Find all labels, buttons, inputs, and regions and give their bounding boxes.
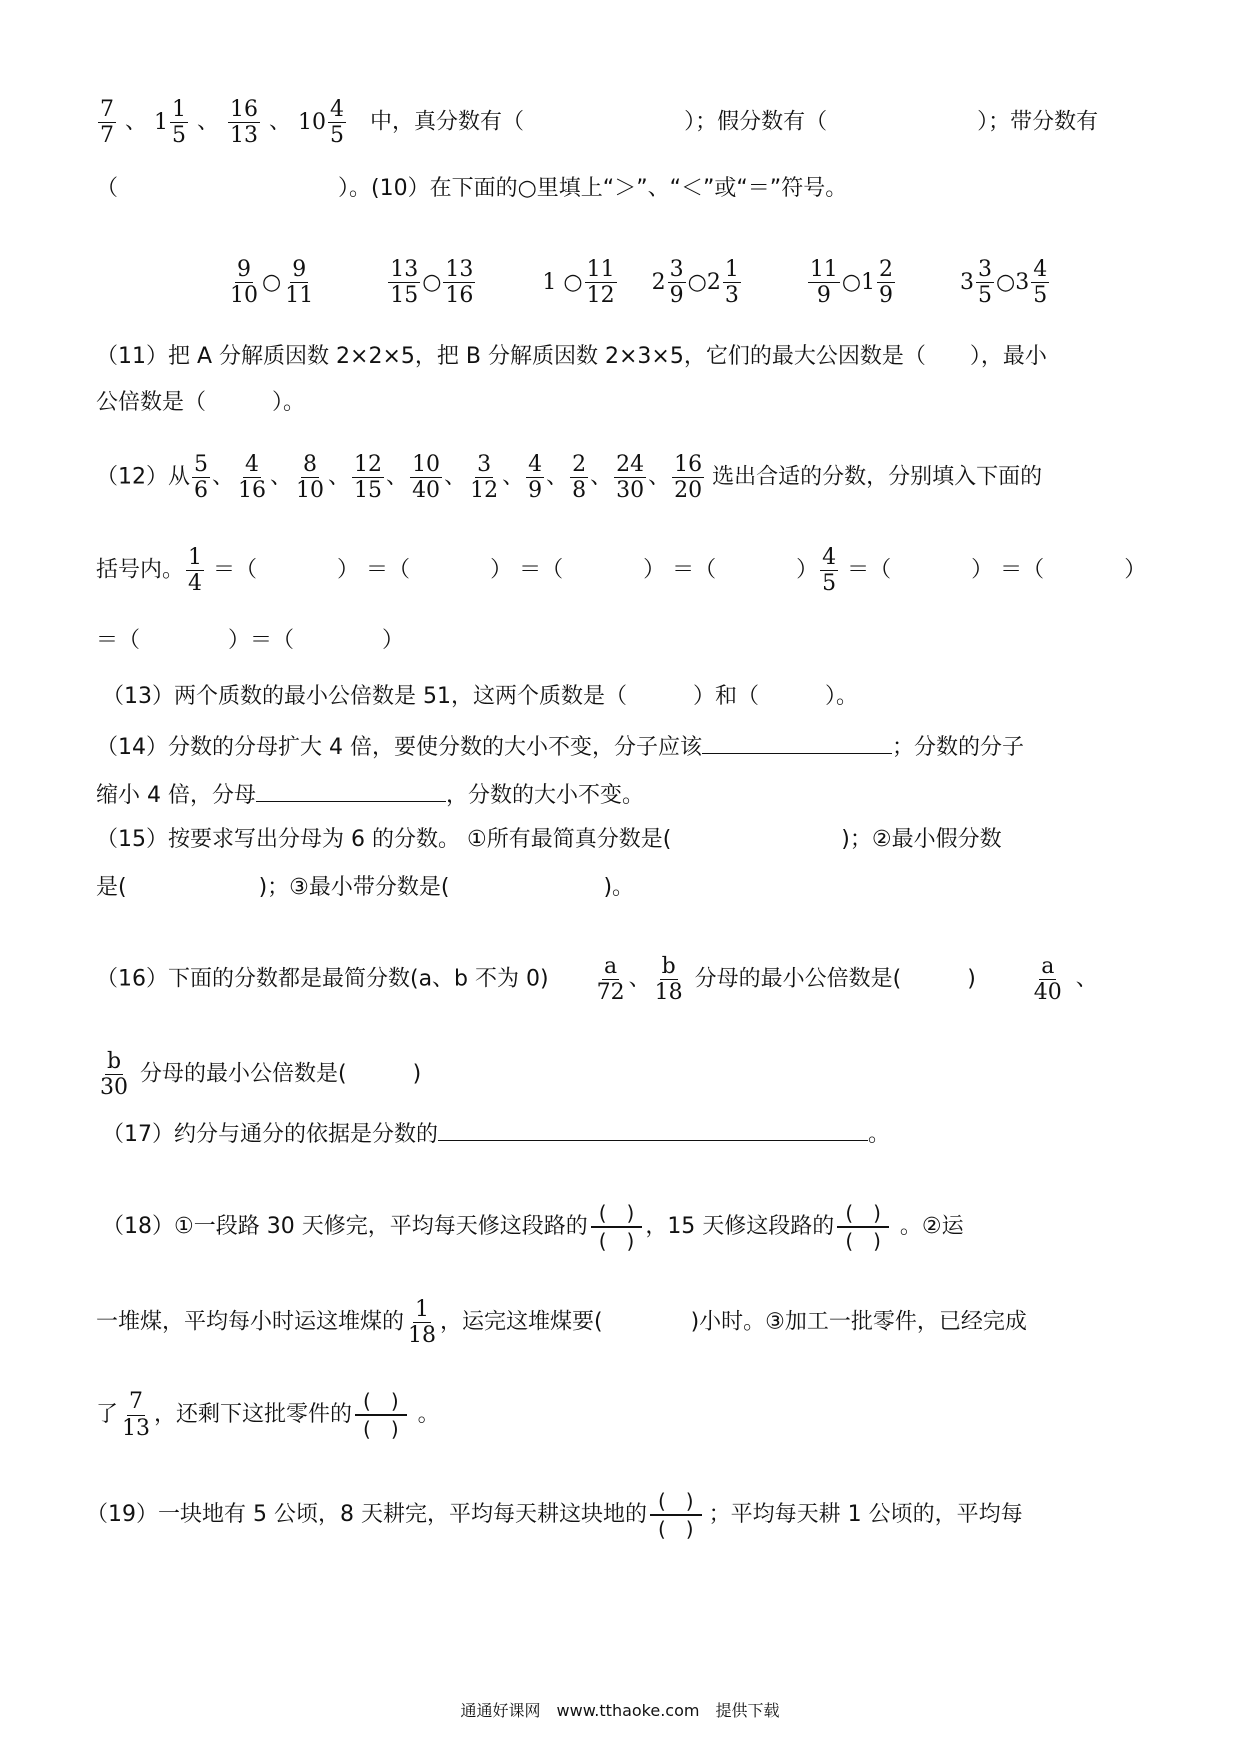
q15-line1: （15）按要求写出分母为 6 的分数。 ①所有最简真分数是( )；②最小假分数 — [96, 827, 1002, 852]
fraction-answer[interactable]: ( ) ( ) — [355, 1390, 407, 1440]
comparison-item: $\frac{13}{15}$ ○ $\frac{13}{16}$ — [390, 257, 474, 309]
q9-text-mixed: ）；带分数有 — [977, 109, 1099, 135]
compare-circle[interactable]: ○ — [262, 269, 282, 295]
q9-text-proper: 中，真分数有（ — [370, 109, 525, 135]
fraction: $\frac{7}{7}$ — [100, 97, 114, 149]
fraction-answer[interactable]: ( ) ( ) — [837, 1202, 889, 1252]
compare-circle[interactable]: ○ — [422, 269, 442, 295]
q9-line1 — [96, 98, 1098, 147]
q9-close: ）。 — [338, 176, 372, 201]
q18-line2: 一堆煤，平均每小时运这堆煤的 $\frac{1}{18}$ ，运完这堆煤要( )小时。③加工一批零件，已经完成 — [96, 1297, 1027, 1349]
comparison-item: $\frac{9}{10}$ ○ $\frac{9}{11}$ — [230, 257, 314, 309]
q12-prefix: （12）从 — [96, 464, 190, 490]
q10-instruction: (10）在下面的○里填上“＞”、“＜”或“＝”符号。 — [371, 176, 848, 201]
separator: 、 — [125, 109, 148, 135]
fraction-answer[interactable]: ( ) ( ) — [650, 1490, 702, 1540]
compare-circle[interactable]: ○ — [687, 269, 707, 295]
q9-text-improper: ）；假分数有（ — [684, 109, 828, 135]
q14-line1: （14）分数的分母扩大 4 倍，要使分数的大小不变，分子应该 ；分数的分子 — [96, 735, 1024, 760]
comparison-item: $\frac{11}{9}$ ○ 1 2 9 — [809, 257, 894, 309]
fraction-answer[interactable]: ( ) ( ) — [591, 1202, 643, 1252]
q14-blank-2[interactable] — [256, 781, 446, 802]
q11-line2: 公倍数是（ ）。 — [96, 390, 306, 415]
q10-comparisons — [226, 258, 1051, 307]
q9-open-paren: （ — [96, 176, 119, 201]
q14-blank-1[interactable] — [702, 733, 892, 754]
q16-line1: （16）下面的分数都是最简分数(a、b 不为 0) $\frac{a}{72}$ 、 $\frac{b}{18}$ 分母的最小公倍数是( ) $\frac{a}{40}$ 、 — [96, 954, 1098, 1006]
compare-circle[interactable]: ○ — [841, 269, 862, 295]
separator: 、 — [197, 109, 220, 135]
q16-line2: $\frac{b}{30}$ 分母的最小公倍数是( ) — [100, 1049, 422, 1101]
fraction: $\frac{16}{13}$ — [230, 97, 259, 149]
q18-line3: 了 $\frac{7}{13}$ ，还剩下这批零件的 ( ) ( ) 。 — [96, 1389, 440, 1441]
q14-line2: 缩小 4 倍，分母 ，分数的大小不变。 — [96, 783, 644, 808]
q12-line3: ＝（ ）＝（ ） — [96, 628, 405, 653]
q12-line2: 括号内。 $\frac{1}{4}$ ＝（ ） ＝（ ） ＝（ ） ＝（ ） $\frac{4}{5}$ ＝（ ） ＝（ ） — [96, 545, 1147, 597]
footer: 通通好课网 www.tthaoke.com 提供下载 — [460, 1701, 780, 1720]
comparison-item: 1 ○ $\frac{11}{12}$ — [542, 257, 615, 309]
q18-line1: （18）①一段路 30 天修完，平均每天修这段路的 ( ) ( ) ，15 天修这段路的 ( ) ( ) 。②运 — [102, 1201, 964, 1253]
q19: （19）一块地有 5 公顷，8 天耕完，平均每天耕这块地的 ( ) ( ) ；平均每天耕 1 公顷的，平均每 — [86, 1489, 1023, 1541]
q12-line1: （12）从 $\frac{5}{6}$ 、 $\frac{4}{16}$ 、 $\frac{8}{10}$ 、 $\frac{12}{15}$ 、 $\frac{10}{40}$ 、 $\frac{3}{12}$ 、 $\frac{4}{9}$ 、 $\frac{2}{8}$ 、 $\frac{24}{30}$ 、 $\frac{16}{20}$ 选出合适的分数，分别填入下面的 — [96, 452, 1043, 504]
compare-circle[interactable]: ○ — [996, 269, 1016, 295]
compare-circle[interactable]: ○ — [563, 269, 583, 295]
q15-line2: 是( )；③最小带分数是( )。 — [96, 875, 635, 900]
comparison-item: 2 3 9 ○ 2 1 3 — [651, 257, 739, 309]
mixed-number: 10 4 5 — [298, 97, 345, 149]
mixed-number: 1 1 5 — [154, 97, 187, 149]
q17-blank[interactable] — [438, 1120, 868, 1141]
q12-suffix: 选出合适的分数，分别填入下面的 — [712, 464, 1043, 490]
comparison-item: 3 3 5 ○ 3 4 5 — [960, 257, 1048, 309]
q11-line1: （11）把 A 分解质因数 2×2×5，把 B 分解质因数 2×3×5，它们的最大公因数是（ ），最小 — [96, 344, 1047, 369]
q17: （17）约分与通分的依据是分数的 。 — [102, 1122, 891, 1147]
q13: （13）两个质数的最小公倍数是 51，这两个质数是（ ）和（ ）。 — [102, 684, 858, 709]
separator: 、 — [269, 109, 292, 135]
q9-q10-line — [96, 178, 847, 200]
